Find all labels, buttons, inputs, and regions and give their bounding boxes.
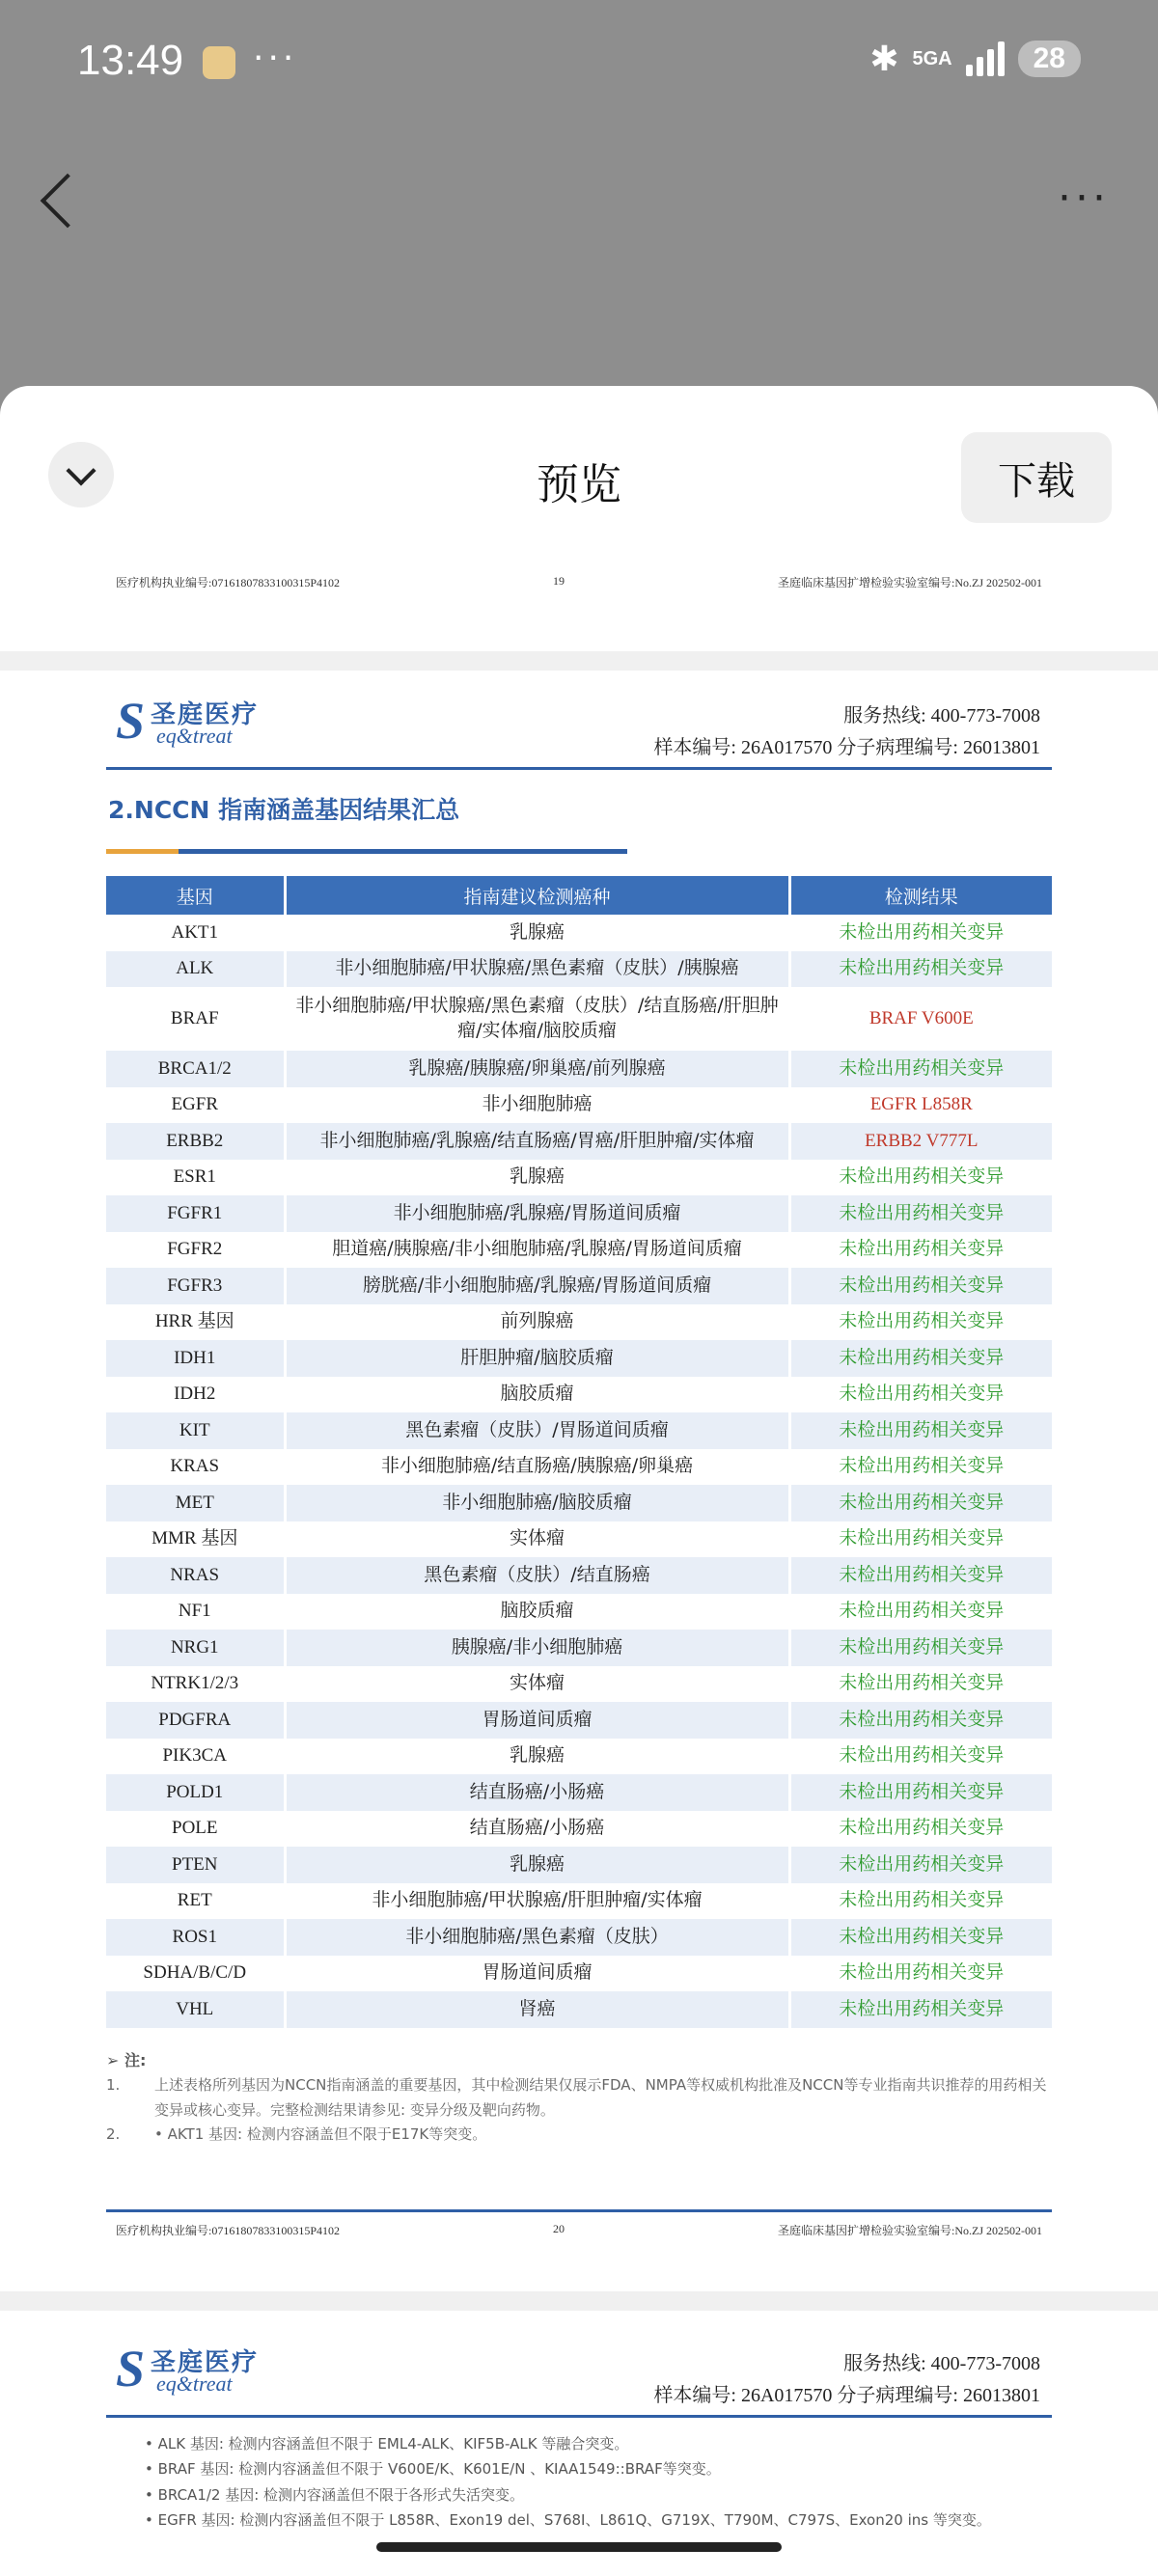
cancer-type-cell: 乳腺癌 xyxy=(285,915,789,951)
table-row xyxy=(106,1377,1052,1413)
status-right xyxy=(869,39,1081,79)
gene-cell: NRAS xyxy=(106,1557,285,1594)
service-hotline: 服务热线: 400-773-7008 xyxy=(843,705,1040,726)
result-cell: 未检出用药相关变异 xyxy=(839,1600,1005,1622)
battery-level: 28 xyxy=(1018,41,1081,77)
cancer-type-cell: 非小细胞肺癌/甲状腺癌/黑色素瘤（皮肤）/胰腺癌 xyxy=(285,951,789,988)
table-row xyxy=(106,987,1052,1051)
cancer-type-cell: 胃肠道间质瘤 xyxy=(285,1956,789,1992)
page-19 xyxy=(0,574,1158,651)
sheet-header xyxy=(0,386,1158,574)
gene-cell: IDH1 xyxy=(106,1340,285,1377)
sample-info: 样本编号: 26A017570 分子病理编号: 26013801 xyxy=(653,2385,1040,2406)
result-cell: 未检出用药相关变异 xyxy=(789,1774,1052,1811)
network-type: 5GA xyxy=(912,48,952,69)
footer-page-number: 20 xyxy=(553,2222,565,2235)
table-row xyxy=(106,1485,1052,1521)
gene-cell: IDH2 xyxy=(106,1377,285,1413)
gene-cell: POLE xyxy=(106,1811,285,1848)
table-row xyxy=(106,1304,1052,1341)
result-cell: 未检出用药相关变异 xyxy=(789,1051,1052,1087)
page19-footer xyxy=(116,574,1042,590)
gene-cell: MET xyxy=(106,1485,285,1521)
header-cancer: 指南建议检测癌种 xyxy=(285,876,789,915)
note-item: 2. • AKT1 基因: 检测内容涵盖但不限于E17K等突变。 xyxy=(106,2125,487,2144)
table-row xyxy=(106,1991,1052,2028)
cancer-type-cell: 黑色素瘤（皮肤）/结直肠癌 xyxy=(285,1557,789,1594)
status-bar xyxy=(0,0,1158,135)
gene-cell: ROS1 xyxy=(106,1919,285,1956)
cancer-type-cell: 前列腺癌 xyxy=(285,1304,789,1341)
header-gene: 基因 xyxy=(106,876,285,915)
gene-cell: KRAS xyxy=(106,1449,285,1486)
cancer-type-cell: 乳腺癌 xyxy=(285,1160,789,1196)
cancer-type-cell: 胆道癌/胰腺癌/非小细胞肺癌/乳腺癌/胃肠道间质瘤 xyxy=(285,1232,789,1269)
table-notes xyxy=(106,2047,1052,2148)
result-cell: 未检出用药相关变异 xyxy=(789,1412,1052,1449)
table-row xyxy=(106,1160,1052,1196)
gene-cell: BRCA1/2 xyxy=(106,1051,285,1087)
table-row xyxy=(106,1956,1052,1992)
result-cell: 未检出用药相关变异 xyxy=(789,1195,1052,1232)
footer-page-number: 19 xyxy=(553,574,565,588)
result-cell: 未检出用药相关变异 xyxy=(789,951,1052,988)
gene-cell: FGFR3 xyxy=(106,1268,285,1304)
gene-cell: MMR 基因 xyxy=(106,1521,285,1558)
cancer-type-cell: 肝胆肿瘤/脑胶质瘤 xyxy=(285,1340,789,1377)
result-cell: 未检出用药相关变异 xyxy=(839,1527,1005,1549)
note-line: • ALK 基因: 检测内容涵盖但不限于 EML4-ALK、KIF5B-ALK 等融合突变。 xyxy=(145,2435,629,2453)
table-row xyxy=(106,1811,1052,1848)
signal-icon xyxy=(966,41,1005,76)
home-indicator[interactable] xyxy=(376,2542,782,2552)
cancer-type-cell: 非小细胞肺癌/甲状腺癌/黑色素瘤（皮肤）/结直肠癌/肝胆肿瘤/实体瘤/脑胶质瘤 xyxy=(285,987,789,1051)
footer-lab-id: 圣庭临床基因扩增检验实验室编号:No.ZJ 202502-001 xyxy=(777,576,1042,589)
table-row xyxy=(106,1051,1052,1087)
top-nav xyxy=(0,164,1158,241)
result-cell: 未检出用药相关变异 xyxy=(789,1485,1052,1521)
gene-results-table xyxy=(106,876,1052,2028)
cancer-type-cell: 非小细胞肺癌/黑色素瘤（皮肤） xyxy=(285,1919,789,1956)
result-cell: 未检出用药相关变异 xyxy=(839,1744,1005,1767)
footer-license: 医疗机构执业编号:07161807833100315P4102 xyxy=(116,2224,341,2237)
table-row xyxy=(106,1195,1052,1232)
gene-cell: ESR1 xyxy=(106,1160,285,1196)
header-divider xyxy=(106,767,1052,770)
table-row xyxy=(106,1232,1052,1269)
table-row xyxy=(106,1087,1052,1124)
section-underline xyxy=(179,849,627,854)
cancer-type-cell: 胃肠道间质瘤 xyxy=(285,1702,789,1739)
result-cell: 未检出用药相关变异 xyxy=(789,1702,1052,1739)
table-row xyxy=(106,1123,1052,1160)
table-row xyxy=(106,1630,1052,1666)
status-time: 13:49 xyxy=(77,37,184,84)
table-row xyxy=(106,951,1052,988)
result-cell: 未检出用药相关变异 xyxy=(789,1340,1052,1377)
footer-lab-id: 圣庭临床基因扩增检验实验室编号:No.ZJ 202502-001 xyxy=(777,2224,1042,2237)
note-line: • EGFR 基因: 检测内容涵盖但不限于 L858R、Exon19 del、S768I、L861Q、G719X、T790M、C797S、Exon20 ins 等突变。 xyxy=(145,2510,991,2528)
header-result: 检测结果 xyxy=(789,876,1052,915)
section-title: 2.NCCN 指南涵盖基因结果汇总 xyxy=(108,796,460,824)
result-cell: 未检出用药相关变异 xyxy=(789,1991,1052,2028)
result-cell: 未检出用药相关变异 xyxy=(839,1383,1005,1405)
table-row xyxy=(106,1449,1052,1486)
cancer-type-cell: 实体瘤 xyxy=(285,1521,789,1558)
result-cell: 未检出用药相关变异 xyxy=(839,1672,1005,1694)
cancer-type-cell: 非小细胞肺癌/乳腺癌/胃肠道间质瘤 xyxy=(285,1195,789,1232)
result-cell: BRAF V600E xyxy=(868,1008,974,1029)
cancer-type-cell: 乳腺癌 xyxy=(285,1847,789,1883)
table-row xyxy=(106,1919,1052,1956)
service-hotline: 服务热线: 400-773-7008 xyxy=(843,2353,1040,2374)
table-row xyxy=(106,1774,1052,1811)
cancer-type-cell: 结直肠癌/小肠癌 xyxy=(285,1774,789,1811)
gene-cell: RET xyxy=(106,1883,285,1920)
table-row xyxy=(106,1412,1052,1449)
gene-cell: PDGFRA xyxy=(106,1702,285,1739)
table-row xyxy=(106,1594,1052,1631)
company-logo: S 圣庭医疗 eq&treat xyxy=(116,2340,260,2398)
table-row xyxy=(106,1666,1052,1703)
company-logo: S 圣庭医疗 eq&treat xyxy=(116,692,260,750)
cancer-type-cell: 膀胱癌/非小细胞肺癌/乳腺癌/胃肠道间质瘤 xyxy=(285,1268,789,1304)
cancer-type-cell: 胰腺癌/非小细胞肺癌 xyxy=(285,1630,789,1666)
cancer-type-cell: 脑胶质瘤 xyxy=(285,1377,789,1413)
page20-footer xyxy=(116,2222,1042,2238)
gene-cell: BRAF xyxy=(106,987,285,1051)
table-row xyxy=(106,915,1052,951)
cancer-type-cell: 脑胶质瘤 xyxy=(285,1594,789,1631)
result-cell: EGFR L858R xyxy=(869,1094,973,1115)
table-row xyxy=(106,1739,1052,1775)
download-button[interactable]: 下载 xyxy=(961,432,1112,523)
table-row xyxy=(106,1883,1052,1920)
gene-cell: AKT1 xyxy=(106,915,285,951)
cancer-type-cell: 非小细胞肺癌/结直肠癌/胰腺癌/卵巢癌 xyxy=(285,1449,789,1486)
gene-cell: PIK3CA xyxy=(106,1739,285,1775)
cancer-type-cell: 实体瘤 xyxy=(285,1666,789,1703)
cancer-type-cell: 黑色素瘤（皮肤）/胃肠道间质瘤 xyxy=(285,1412,789,1449)
note-line: • BRCA1/2 基因: 检测内容涵盖但不限于各形式失活突变。 xyxy=(145,2485,525,2504)
sample-info: 样本编号: 26A017570 分子病理编号: 26013801 xyxy=(653,737,1040,758)
more-notifications-icon: ··· xyxy=(253,39,298,78)
result-cell: 未检出用药相关变异 xyxy=(839,1889,1005,1911)
footer-license: 医疗机构执业编号:07161807833100315P4102 xyxy=(116,576,341,589)
gene-cell: EGFR xyxy=(106,1087,285,1124)
gene-cell: KIT xyxy=(106,1412,285,1449)
gene-cell: ERBB2 xyxy=(106,1123,285,1160)
result-cell: 未检出用药相关变异 xyxy=(839,1238,1005,1260)
result-cell: 未检出用药相关变异 xyxy=(839,1455,1005,1477)
table-row xyxy=(106,1847,1052,1883)
bluetooth-icon: ✱ xyxy=(869,39,899,78)
result-cell: 未检出用药相关变异 xyxy=(839,920,1005,943)
gene-cell: FGFR1 xyxy=(106,1195,285,1232)
header-divider xyxy=(106,2415,1052,2418)
gene-cell: FGFR2 xyxy=(106,1232,285,1269)
notes-heading: ➢ 注: xyxy=(106,2051,147,2069)
table-row xyxy=(106,1702,1052,1739)
result-cell: 未检出用药相关变异 xyxy=(789,1557,1052,1594)
result-cell: 未检出用药相关变异 xyxy=(789,1268,1052,1304)
gene-cell: NRG1 xyxy=(106,1630,285,1666)
table-row xyxy=(106,1340,1052,1377)
gene-cell: ALK xyxy=(106,951,285,988)
result-cell: 未检出用药相关变异 xyxy=(789,1919,1052,1956)
result-cell: 未检出用药相关变异 xyxy=(789,1847,1052,1883)
sheet-title: 预览 xyxy=(537,460,621,509)
result-cell: 未检出用药相关变异 xyxy=(839,1310,1005,1332)
table-row xyxy=(106,1268,1052,1304)
result-cell: ERBB2 V777L xyxy=(789,1123,1052,1160)
section-underline-accent xyxy=(106,849,179,854)
gene-cell: PTEN xyxy=(106,1847,285,1883)
cancer-type-cell: 非小细胞肺癌 xyxy=(285,1087,789,1124)
gene-cell: POLD1 xyxy=(106,1774,285,1811)
gene-cell: NF1 xyxy=(106,1594,285,1631)
cancer-type-cell: 肾癌 xyxy=(285,1991,789,2028)
cancer-type-cell: 乳腺癌/胰腺癌/卵巢癌/前列腺癌 xyxy=(285,1051,789,1087)
note-item: 1. 上述表格所列基因为NCCN指南涵盖的重要基因，其中检测结果仅展示FDA、NMPA等权威机构批准及NCCN等专业指南共识推荐的用药相关变异或核心变异。完整检测结果请参见: 变异分级及靶向药物。 xyxy=(106,2076,1047,2119)
gene-cell: VHL xyxy=(106,1991,285,2028)
more-icon[interactable]: ··· xyxy=(1058,174,1110,223)
result-cell: 未检出用药相关变异 xyxy=(789,1630,1052,1666)
cancer-type-cell: 非小细胞肺癌/脑胶质瘤 xyxy=(285,1485,789,1521)
gene-cell: NTRK1/2/3 xyxy=(106,1666,285,1703)
gene-cell: SDHA/B/C/D xyxy=(106,1956,285,1992)
result-cell: 未检出用药相关变异 xyxy=(839,1817,1005,1839)
note-line: • BRAF 基因: 检测内容涵盖但不限于 V600E/K、K601E/N 、KIAA1549::BRAF等突变。 xyxy=(145,2460,721,2479)
page20-footer-line xyxy=(106,2209,1052,2212)
notification-app-icon xyxy=(203,46,235,79)
table-row xyxy=(106,1521,1052,1558)
table-header-row xyxy=(106,876,1052,915)
cancer-type-cell: 非小细胞肺癌/甲状腺癌/肝胆肿瘤/实体瘤 xyxy=(285,1883,789,1920)
gene-cell: HRR 基因 xyxy=(106,1304,285,1341)
cancer-type-cell: 结直肠癌/小肠癌 xyxy=(285,1811,789,1848)
cancer-type-cell: 非小细胞肺癌/乳腺癌/结直肠癌/胃癌/肝胆肿瘤/实体瘤 xyxy=(285,1123,789,1160)
result-cell: 未检出用药相关变异 xyxy=(839,1961,1005,1984)
cancer-type-cell: 乳腺癌 xyxy=(285,1739,789,1775)
result-cell: 未检出用药相关变异 xyxy=(839,1165,1005,1188)
page21-notes xyxy=(145,2431,1013,2528)
table-row xyxy=(106,1557,1052,1594)
back-icon[interactable] xyxy=(41,174,96,229)
